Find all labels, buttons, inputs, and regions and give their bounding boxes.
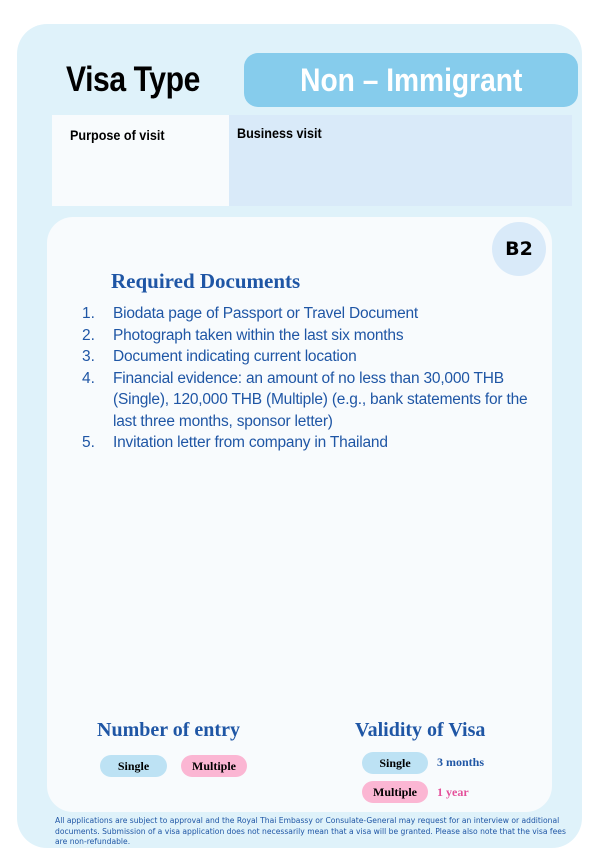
purpose-value-cell [229, 115, 572, 206]
list-text: Photograph taken within the last six months [113, 326, 404, 344]
required-documents-title: Required Documents [111, 269, 301, 293]
required-documents-list [82, 303, 542, 454]
list-text: Financial evidence: an amount of no less than 30,000 THB (Single), 120,000 THB (Multiple) (e.g., bank statements for the last three months, sponsor letter) [113, 369, 528, 430]
validity-title: Validity of Visa [355, 719, 486, 741]
validity-multiple-badge: Multiple [362, 781, 428, 803]
list-text: Invitation letter from company in Thailand [113, 434, 388, 451]
entry-multiple-badge: Multiple [181, 755, 247, 777]
list-item [82, 303, 542, 325]
list-text: Document indicating current location [113, 348, 357, 365]
entry-single-badge: Single [100, 755, 167, 777]
validity-single-badge: Single [362, 752, 428, 774]
purpose-label: Purpose of visit [70, 127, 165, 143]
visa-code-badge [492, 222, 546, 276]
validity-single-value: 3 months [437, 755, 485, 769]
list-number: 5. [82, 434, 95, 451]
list-number: 2. [82, 326, 95, 344]
validity-multiple-value: 1 year [437, 785, 469, 799]
list-number: 1. [82, 305, 95, 322]
list-text: Biodata page of Passport or Travel Document [113, 305, 419, 322]
list-number: 3. [82, 348, 95, 365]
visa-type-label: Visa Type [66, 60, 200, 99]
list-number: 4. [82, 369, 95, 387]
list-item [82, 346, 542, 368]
number-of-entry-title: Number of entry [97, 719, 240, 741]
visa-code: B2 [505, 238, 533, 260]
list-item [82, 325, 542, 347]
visa-type-badge [244, 53, 578, 107]
purpose-value: Business visit [237, 125, 322, 141]
purpose-label-cell [52, 115, 229, 206]
purpose-table [52, 115, 572, 206]
visa-type-value: Non – Immigrant [299, 61, 523, 98]
list-item [82, 432, 542, 454]
disclaimer-text: All applications are subject to approval and the Royal Thai Embassy or Consulate-General may request for an interview or additional documents. Submission of a visa application does not necessarily mean that a visa will be granted. Please also note that the visa fees are non-refundable. [55, 816, 566, 846]
list-item [82, 368, 542, 433]
